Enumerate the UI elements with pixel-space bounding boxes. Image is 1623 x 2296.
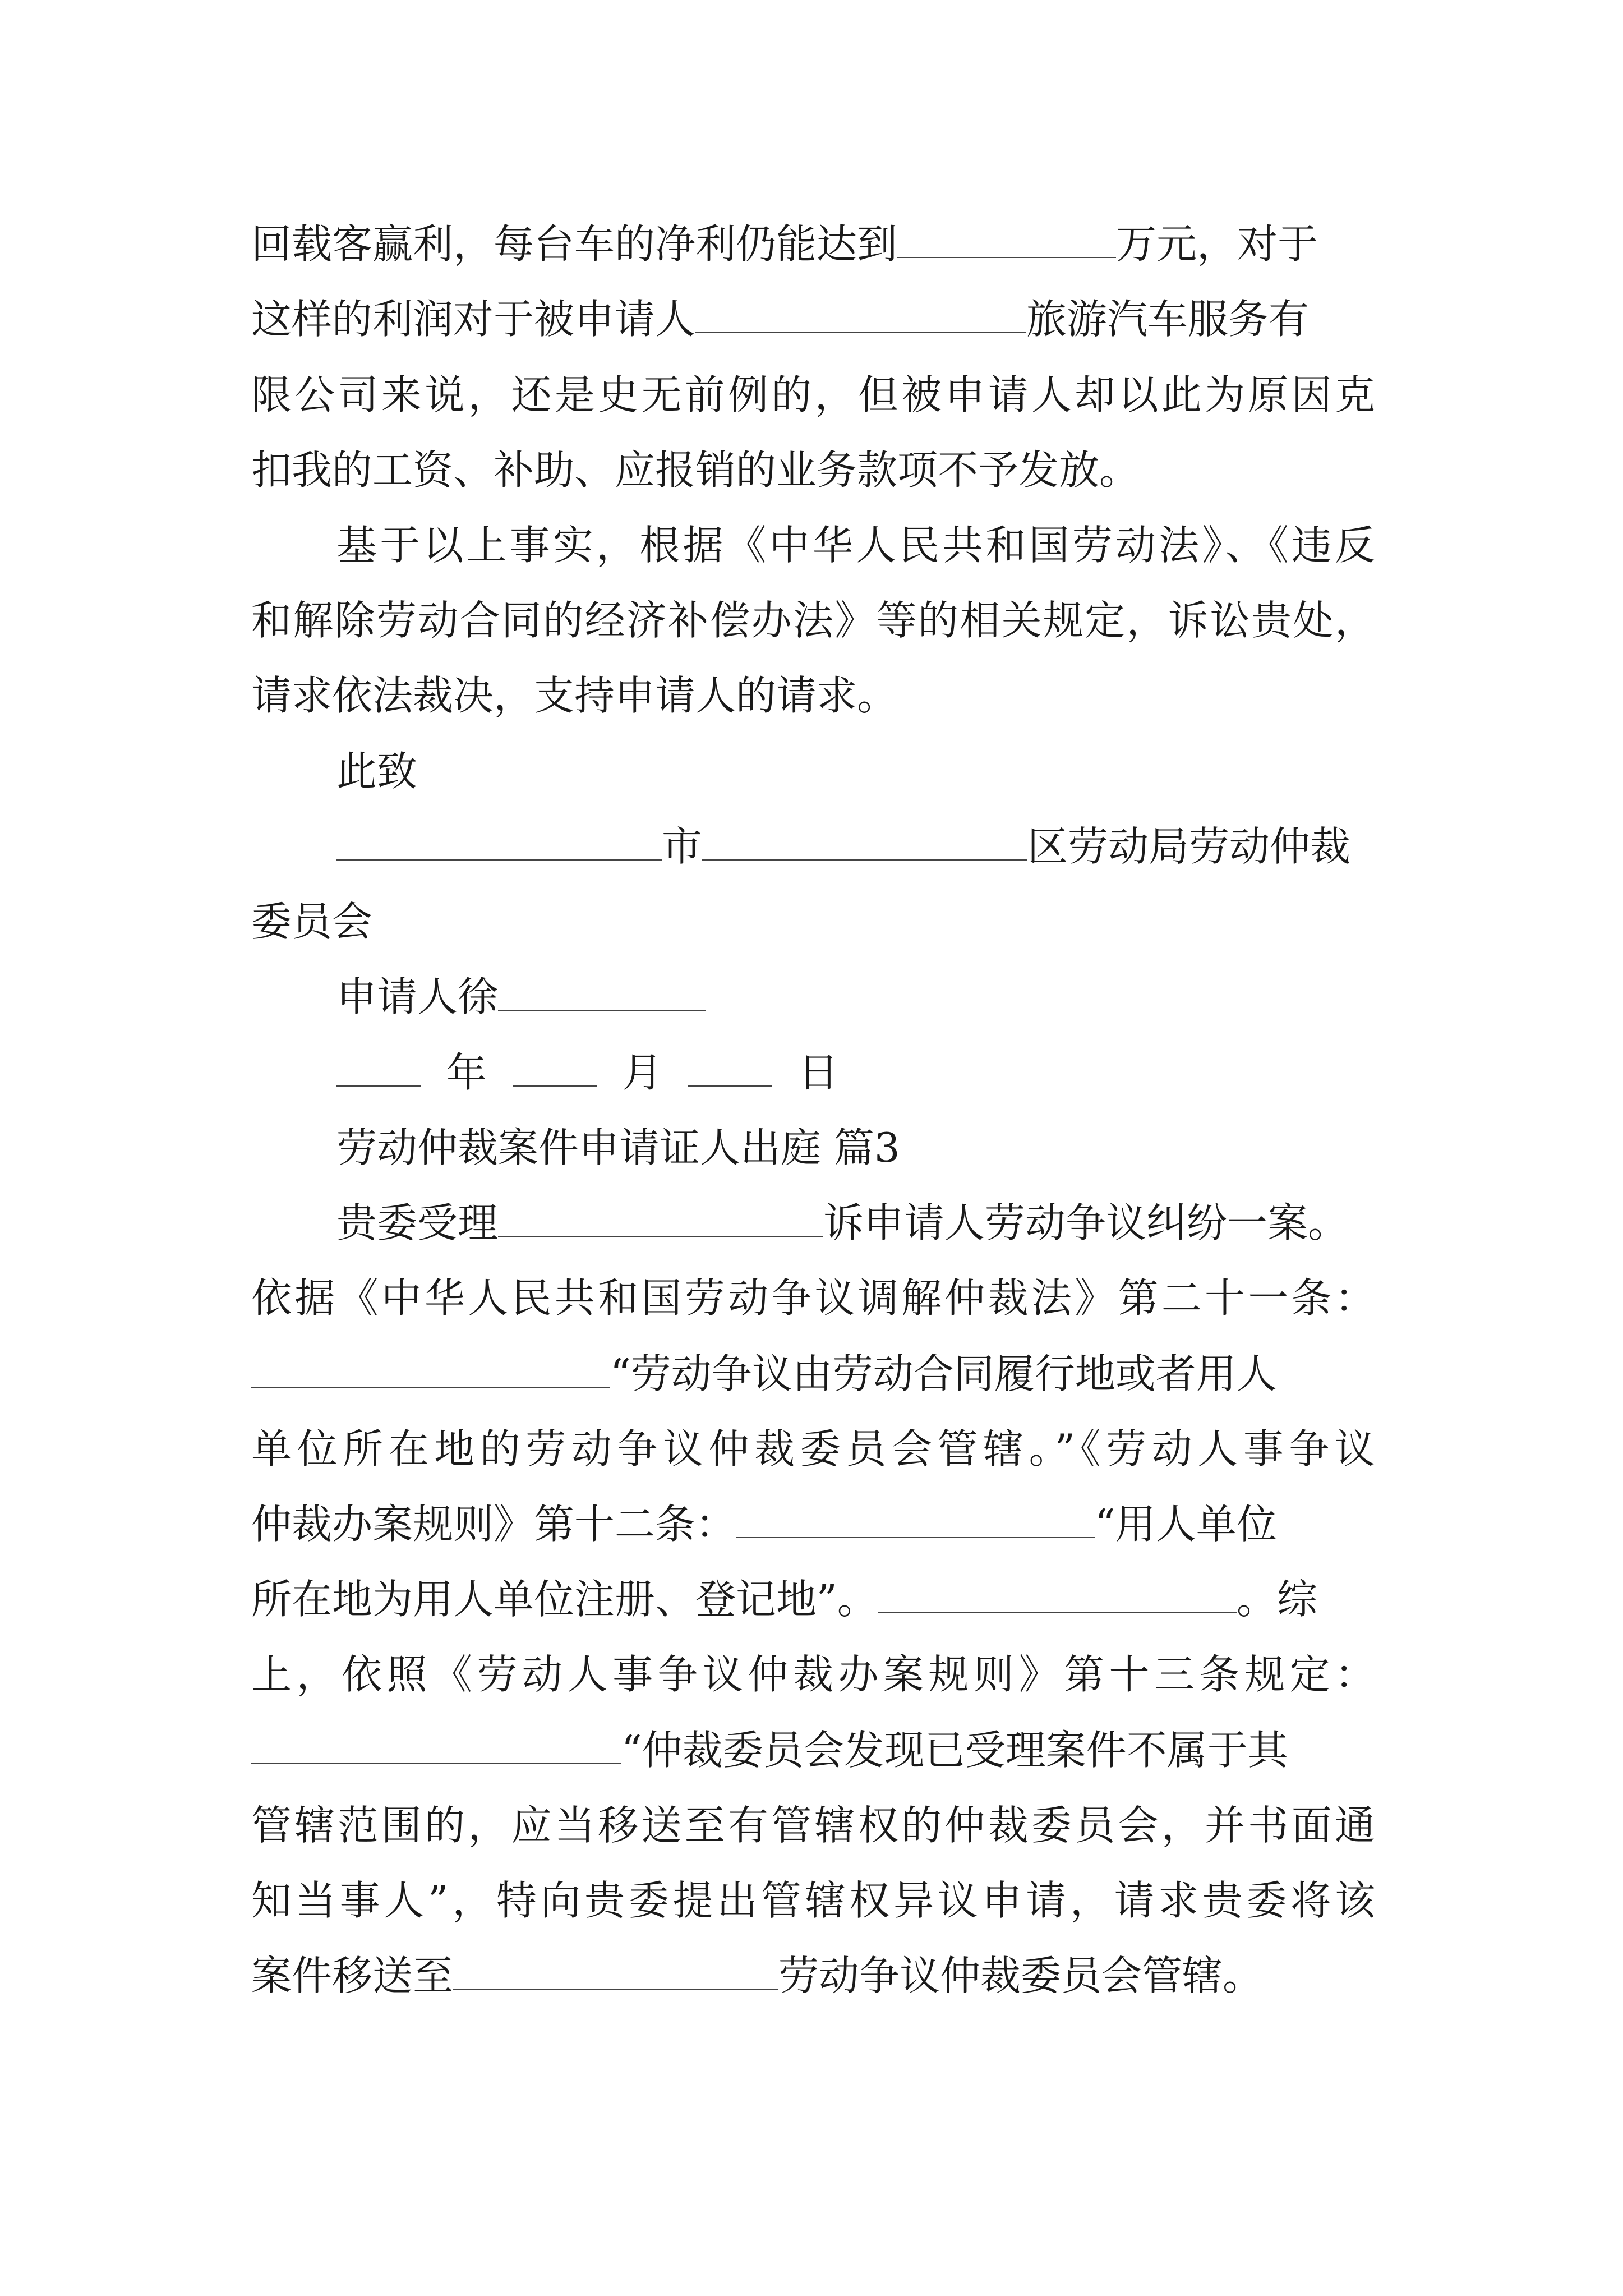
line-text: 委员会 [251,898,373,945]
text-line-24 [251,1948,1263,2004]
line-text: 管辖范围的，应当移送至有管辖权的仲裁委员会，并书面通 [251,1802,1375,1849]
line-text: 案件移送至 [251,1952,454,1999]
line-text: 劳动仲裁案件申请证人出庭 篇3 [336,1124,900,1171]
line-text: 单位所在地的劳动争议仲裁委员会管辖。”《劳动人事争议 [251,1425,1375,1473]
text-line-5 [336,517,1375,573]
blank-field [878,1575,1237,1613]
line-text: 扣我的工资、补助、应报销的业务款项不予发放。 [251,447,1140,494]
blank-field [251,1726,621,1764]
line-text: 这样的利润对于被申请人 [251,296,696,343]
line-text: 和解除劳动合同的经济补偿办法》等的相关规定，诉讼贵处， [251,597,1375,644]
line-text: 劳动争议仲裁委员会管辖。 [778,1952,1264,1999]
line-text: 仲裁办案规则》第十二条： [251,1501,736,1548]
line-text: 区劳动局劳动仲裁 [1027,823,1351,870]
line-text: 回载客赢利，每台车的净利仍能达到 [251,220,898,268]
text-line-17 [251,1421,1375,1477]
text-line-21 [251,1722,1288,1778]
blank-field [736,1500,1095,1538]
text-line-1 [251,216,1318,272]
line-text: 市 [662,823,703,870]
line-text: 限公司来说，还是史无前例的，但被申请人却以此为原因克 [251,371,1375,418]
line-text: “用人单位 [1095,1501,1277,1548]
line-text: “仲裁委员会发现已受理案件不属于其 [621,1727,1288,1774]
text-line-9 [336,818,1350,875]
blank-field [453,1952,778,1990]
text-line-19 [251,1571,1317,1627]
text-line-22 [251,1797,1375,1853]
line-text: 。综 [1236,1576,1317,1623]
text-line-3 [251,367,1375,423]
line-text: 请求依法裁决，支持申请人的请求。 [251,672,898,719]
blank-field [513,1048,597,1087]
blank-field [702,822,1027,861]
text-line-15 [251,1270,1375,1326]
line-text: 日 [797,1049,838,1096]
blank-field [336,822,662,861]
blank-field [336,1048,421,1087]
text-line-18 [251,1496,1277,1552]
line-text: 申请人徐 [336,973,499,1020]
salutation [336,743,417,799]
blank-field [688,1048,772,1087]
text-line-16 [251,1346,1277,1402]
line-text: 上，依照《劳动人事争议仲裁办案规则》第十三条规定： [251,1651,1375,1698]
line-text: 此致 [336,748,418,795]
text-line-7 [251,668,897,724]
blank-field [897,220,1116,258]
applicant-line [336,969,706,1025]
blank-field [498,973,706,1011]
line-text: 知当事人”，特向贵委提出管辖权异议申请，请求贵委将该 [251,1877,1375,1924]
line-text: “劳动争议由劳动合同履行地或者用人 [610,1350,1277,1397]
text-line-6 [251,592,1375,648]
blank-field [251,1350,610,1388]
text-line-4 [251,442,1140,498]
line-text: 依据《中华人民共和国劳动争议调解仲裁法》第二十一条： [251,1274,1375,1322]
line-text: 贵委受理 [336,1199,499,1246]
blank-field [695,295,1026,333]
text-line-2 [251,291,1309,347]
line-text: 月 [622,1049,663,1096]
line-text: 所在地为用人单位注册、登记地”。 [251,1576,878,1623]
line-text: 年 [446,1049,487,1096]
line-text: 万元，对于 [1116,220,1318,268]
text-line-20 [251,1646,1375,1703]
line-text: 诉申请人劳动争议纠纷一案。 [823,1199,1349,1246]
section-title [336,1120,900,1176]
date-line [336,1045,838,1101]
text-line-23 [251,1872,1375,1929]
text-line-10 [251,894,372,950]
text-line-14 [336,1195,1348,1251]
line-text: 基于以上事实，根据《中华人民共和国劳动法》、《违反 [336,522,1375,569]
line-text: 旅游汽车服务有 [1026,296,1310,343]
blank-field [498,1199,823,1237]
